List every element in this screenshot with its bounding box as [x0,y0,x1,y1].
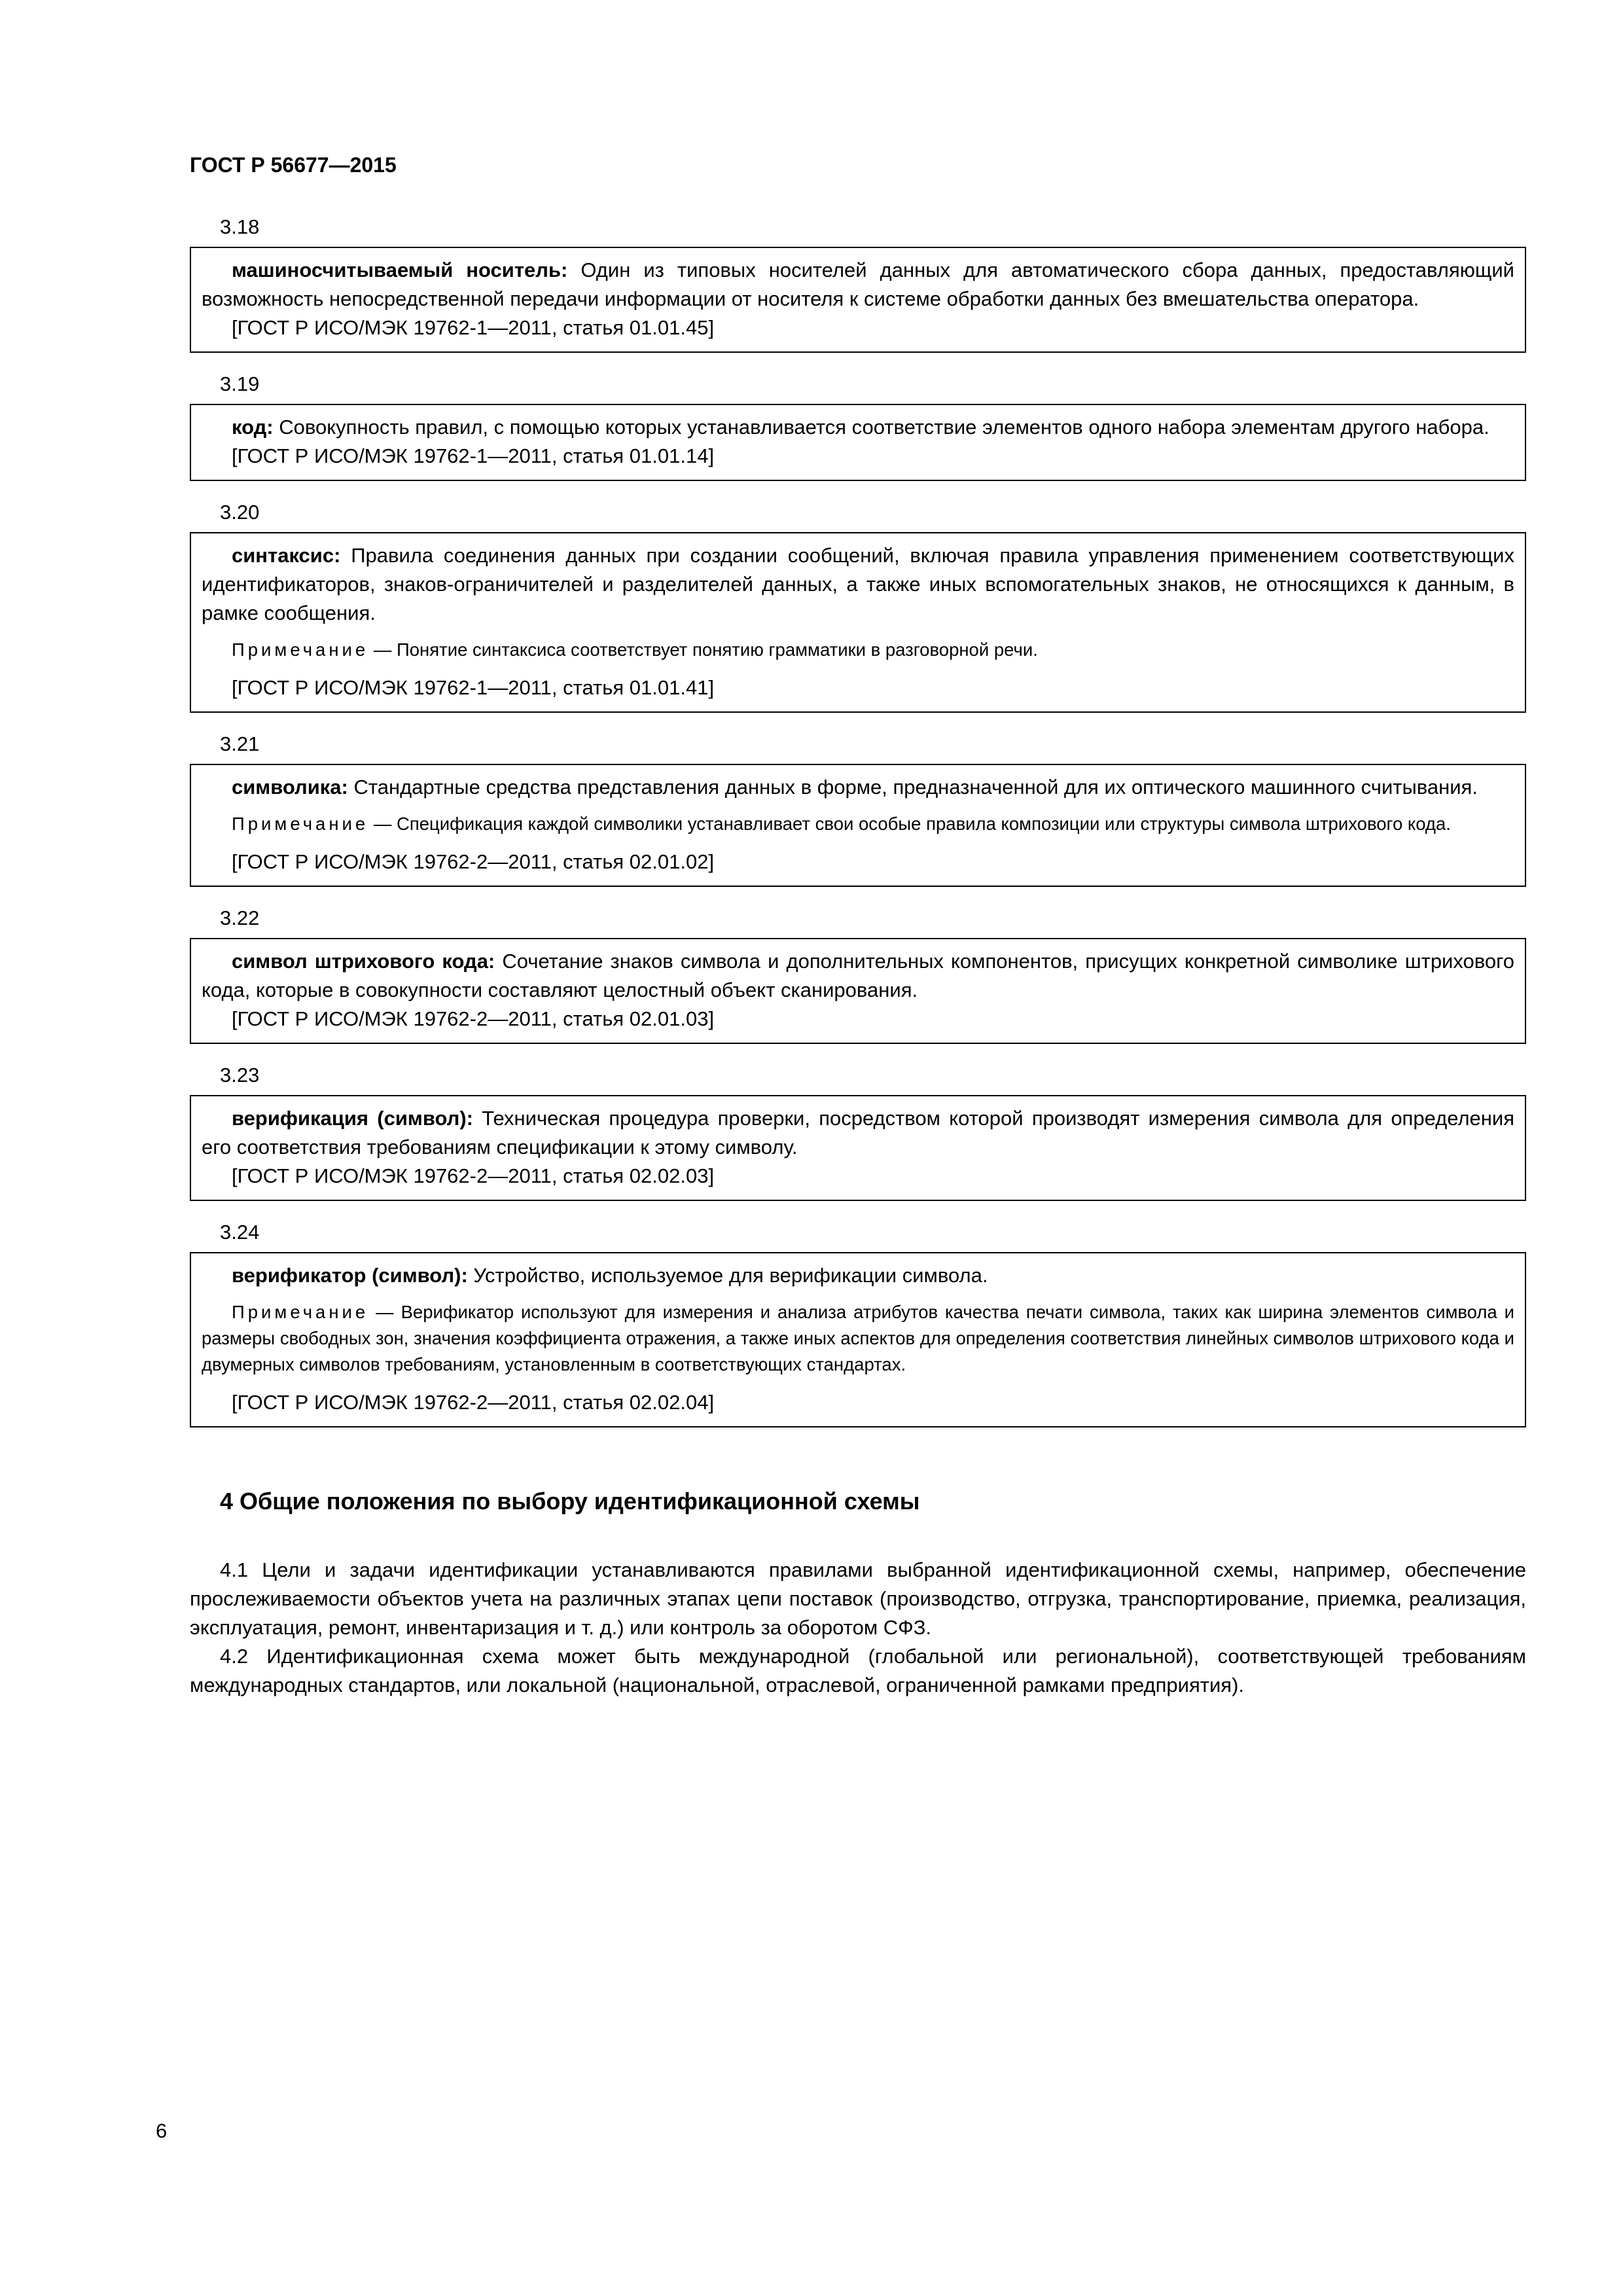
definition-text: Сочетание знаков символа и дополнительных компонентов, присущих конкретной символике штрихового кода, которые в совокупности составляют целостный объект сканирования. [202,949,1514,1001]
definition-text: Устройство, используемое для верификации символа. [473,1264,988,1287]
term-definition [202,1261,1514,1290]
term-number: 3.22 [220,906,260,929]
term-definition [202,413,1514,442]
term-name: код: [232,416,274,439]
term-definition [202,256,1514,314]
term-source: [ГОСТ Р ИСО/МЭК 19762-1—2011, статья 01.01.14] [232,444,715,468]
term-source: [ГОСТ Р ИСО/МЭК 19762-2—2011, статья 02.01.02] [232,850,715,873]
note-text: — Верификатор используют для измерения и анализа атрибутов качества печати символа, таких как ширина элементов символа и размеры свободных зон, значения коэффициента отражения, а также иных аспектов для определения соответствия линейных символов штрихового кода и двумерных символов требованиям, установленным в соответствующих стандартах. [202,1302,1514,1374]
term-source: [ГОСТ Р ИСО/МЭК 19762-1—2011, статья 01.01.45] [232,316,715,340]
term-source: [ГОСТ Р ИСО/МЭК 19762-1—2011, статья 01.01.41] [232,676,715,699]
note-label: Примечание [232,814,369,834]
term-number: 3.23 [220,1063,260,1086]
term-box [190,764,1526,887]
body-paragraph: 4.2 Идентификационная схема может быть международной (глобальной или региональной), соответствующей требованиям международных стандартов, или локальной (национальной, отраслевой, ограниченной рамками предприятия). [190,1644,1526,1696]
term-source: [ГОСТ Р ИСО/МЭК 19762-2—2011, статья 02.02.03] [232,1164,715,1187]
term-box [190,1095,1526,1201]
term-definition [202,947,1514,1005]
page-number: 6 [156,2119,168,2142]
definition-text: Совокупность правил, с помощью которых устанавливается соответствие элементов одного набора элементам другого набора. [279,416,1489,439]
note-label: Примечание [232,639,369,660]
term-name: символ штрихового кода: [232,949,495,973]
term-note [202,637,1514,663]
term-definition [202,1104,1514,1162]
term-name: символика: [232,776,348,799]
definition-text: Стандартные средства представления данных в форме, предназначенной для их оптического машинного считывания. [353,776,1478,799]
note-text: — Спецификация каждой символики устанавливает свои особые правила композиции или структуры символа штрихового кода. [373,814,1451,834]
term-name: верификатор (символ): [232,1264,468,1287]
term-name: верификация (символ): [232,1106,473,1130]
note-label: Примечание [232,1302,369,1323]
term-number: 3.24 [220,1221,260,1244]
term-note [202,811,1514,837]
definition-text: Правила соединения данных при создании сообщений, включая правила управления применением соответствующих идентификаторов, знаков-ограничителей и разделителей данных, а также иных вспомогательных знаков, не относящихся к данным, в рамке сообщения. [202,544,1514,625]
term-box [190,404,1526,481]
term-name: машиносчитываемый носитель: [232,259,568,281]
term-number: 3.18 [220,215,260,238]
page-content [190,153,1526,1700]
term-name: синтаксис: [232,544,341,567]
section-heading: 4 Общие положения по выбору идентификационной схемы [220,1487,920,1515]
definition-text: Техническая процедура проверки, посредством которой производят измерения символа для определения его соответствия требованиям спецификации к этому символу. [202,1106,1514,1158]
term-source: [ГОСТ Р ИСО/МЭК 19762-2—2011, статья 02.01.03] [232,1007,715,1030]
term-box [190,938,1526,1044]
term-definition [202,773,1514,802]
term-box [190,532,1526,713]
term-definition [202,541,1514,628]
term-box [190,247,1526,353]
note-text: — Понятие синтаксиса соответствует понятию грамматики в разговорной речи. [373,639,1038,660]
definition-text: Один из типовых носителей данных для автоматического сбора данных, предоставляющий возможность непосредственной передачи информации от носителя к системе обработки данных без вмешательства оператора. [202,259,1514,311]
term-number: 3.19 [220,372,260,396]
term-number: 3.20 [220,501,260,524]
body-paragraph: 4.1 Цели и задачи идентификации устанавливаются правилами выбранной идентификационной схемы, например, обеспечение прослеживаемости объектов учета на различных этапах цепи поставок (производство, отгрузка, транспортирование, приемка, реализация, эксплуатация, ремонт, инвентаризация и т. д.) или контроль за оборотом СФЗ. [190,1558,1526,1639]
term-note [202,1299,1514,1378]
term-source: [ГОСТ Р ИСО/МЭК 19762-2—2011, статья 02.02.04] [232,1390,715,1414]
term-number: 3.21 [220,732,260,756]
term-box [190,1252,1526,1427]
document-title: ГОСТ Р 56677—2015 [190,153,397,177]
